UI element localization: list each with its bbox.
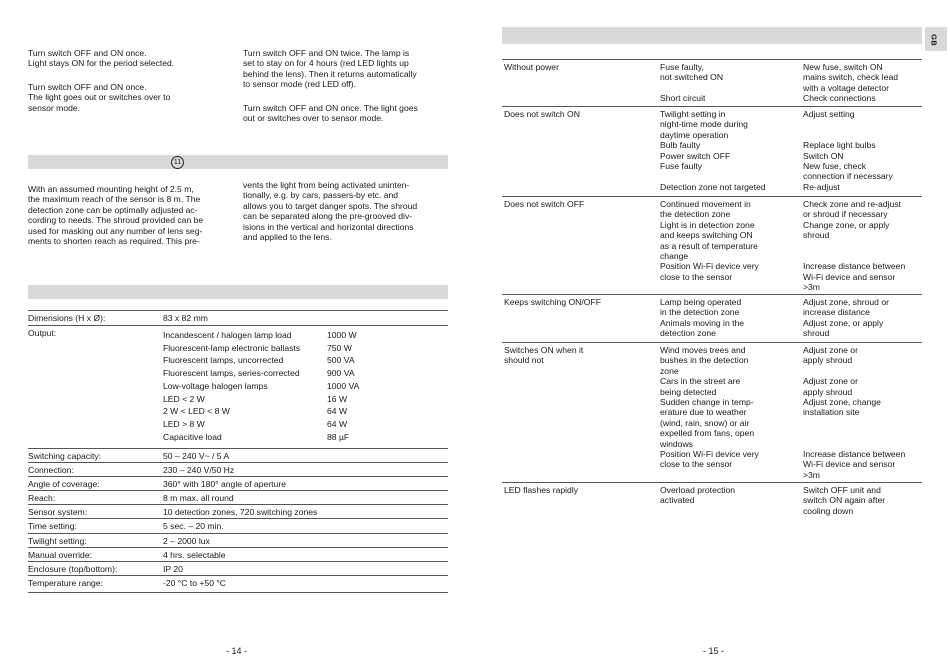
output-value: 64 W xyxy=(327,406,348,417)
language-tab xyxy=(925,27,947,51)
spec-label: Enclosure (top/bottom): xyxy=(28,564,118,574)
row-divider xyxy=(28,575,448,576)
row-divider xyxy=(28,592,448,593)
output-type: Capacitive load xyxy=(163,431,222,442)
row-divider xyxy=(502,342,922,343)
spec-label: Connection: xyxy=(28,465,74,475)
spec-value: 8 m max. all round xyxy=(163,493,234,503)
trouble-cause: Continued movement in the detection zone Light is in detection zone and keeps switching ON as a result of temperature change Position Wi-Fi device very close to the sensor xyxy=(660,199,759,282)
spec-value: 5 sec. – 20 min. xyxy=(163,521,224,531)
spec-label: Twilight setting: xyxy=(28,536,87,546)
trouble-cause: Overload protection activated xyxy=(660,485,735,506)
trouble-remedy: Check zone and re-adjust or shroud if necessary Change zone, or apply shroud Increase distance between Wi-Fi device and sensor >3m xyxy=(803,199,906,293)
reach-text-col1: With an assumed mounting height of 2.5 m, the maximum reach of the sensor is 8 m. The detection zone can be optimally adjusted ac- cording to needs. The shroud provided can be used for masking out any number of lens seg- ments to shorten reach as required. This pre- xyxy=(28,184,204,247)
spec-label: Sensor system: xyxy=(28,507,88,517)
output-type: LED > 8 W xyxy=(163,418,205,429)
output-value: 16 W xyxy=(327,393,348,404)
output-type: LED < 2 W xyxy=(163,393,205,404)
section-number-badge: 11 xyxy=(171,156,184,169)
technical-specs-header xyxy=(28,285,448,299)
row-divider xyxy=(28,533,448,534)
spec-value: 230 – 240 V/50 Hz xyxy=(163,465,235,475)
spec-label: Temperature range: xyxy=(28,578,103,588)
row-divider xyxy=(502,482,922,483)
row-divider xyxy=(28,518,448,519)
row-divider xyxy=(28,561,448,562)
trouble-problem: Does not switch ON xyxy=(504,109,580,119)
trouble-problem: Without power xyxy=(504,62,559,72)
troubleshooting-header xyxy=(502,27,922,44)
spec-label: Manual override: xyxy=(28,550,93,560)
row-divider xyxy=(502,59,922,60)
trouble-problem: Switches ON when it should not xyxy=(504,345,584,366)
trouble-cause: Fuse faulty, not switched ON Short circuit xyxy=(660,62,724,104)
spec-value: 83 x 82 mm xyxy=(163,313,208,323)
trouble-problem: Does not switch OFF xyxy=(504,199,585,209)
output-type: Fluorescent-lamp electronic ballasts xyxy=(163,342,301,353)
trouble-remedy: Adjust setting Replace light bulbs Switch ON New fuse, check connection if necessary Re-adjust xyxy=(803,109,893,192)
section-11-header xyxy=(28,155,448,169)
spec-value: 2 – 2000 lux xyxy=(163,536,210,546)
output-value: 88 µF xyxy=(327,431,350,442)
page-number-left: - 14 - xyxy=(226,646,248,656)
spec-value: 50 – 240 V~ / 5 A xyxy=(163,451,230,461)
output-value: 500 VA xyxy=(327,355,355,366)
output-type: Low-voltage halogen lamps xyxy=(163,380,268,391)
spec-label: Switching capacity: xyxy=(28,451,102,461)
row-divider xyxy=(28,476,448,477)
spec-label: Dimensions (H x Ø): xyxy=(28,313,106,323)
spec-value: 4 hrs. selectable xyxy=(163,550,226,560)
row-divider xyxy=(502,294,922,295)
spec-value: 10 detection zones, 720 switching zones xyxy=(163,507,318,517)
spec-value: -20 °C to +50 °C xyxy=(163,578,227,588)
trouble-problem: Keeps switching ON/OFF xyxy=(504,297,601,307)
output-value: 900 VA xyxy=(327,368,355,379)
row-divider xyxy=(28,504,448,505)
switch-instruction-2: Turn switch OFF and ON once. The light goes out or switches over to sensor mode. xyxy=(28,82,171,113)
trouble-problem: LED flashes rapidly xyxy=(504,485,579,495)
output-value: 750 W xyxy=(327,342,352,353)
row-divider xyxy=(502,106,922,107)
trouble-cause: Wind moves trees and bushes in the detection zone Cars in the street are being detected Sudden change in temp- erature due to weather (wind, rain, snow) or air expelled from fans, open windows Position Wi-Fi device very close to the sensor xyxy=(660,345,759,470)
output-type: Fluorescent lamps, uncorrected xyxy=(163,355,284,366)
output-value: 64 W xyxy=(327,418,348,429)
output-value: 1000 VA xyxy=(327,380,360,391)
row-divider xyxy=(28,490,448,491)
spec-value: IP 20 xyxy=(163,564,183,574)
spec-label: Angle of coverage: xyxy=(28,479,100,489)
spec-label: Reach: xyxy=(28,493,56,503)
trouble-remedy: Switch OFF unit and switch ON again after cooling down xyxy=(803,485,886,516)
row-divider xyxy=(28,448,448,449)
spec-value: 360° with 180° angle of aperture xyxy=(163,479,286,489)
trouble-cause: Lamp being operated in the detection zone Animals moving in the detection zone xyxy=(660,297,745,339)
output-type: Incandescent / halogen lamp load xyxy=(163,330,292,340)
switch-instruction-1: Turn switch OFF and ON once. Light stays ON for the period selected. xyxy=(28,48,175,69)
trouble-remedy: New fuse, switch ON mains switch, check lead with a voltage detector Check connections xyxy=(803,62,899,104)
trouble-cause: Twilight setting in night-time mode during daytime operation Bulb faulty Power switch OFF Fuse faulty Detection zone not targeted xyxy=(660,109,766,192)
row-divider xyxy=(502,196,922,197)
switch-instruction-4: Turn switch OFF and ON once. The light goes out or switches over to sensor mode. xyxy=(243,103,418,124)
row-divider xyxy=(28,547,448,548)
switch-instruction-3: Turn switch OFF and ON twice. The lamp is set to stay on for 4 hours (red LED lights up behind the lens). Then it returns automatically to sensor mode (red LED off). xyxy=(243,48,417,90)
reach-text-col2: vents the light from being activated uninten- tionally, e.g. by cars, passers-by etc. and allows you to target danger spots. The shroud can be separated along the pre-grooved div- isions in the vertical and horizontal directions and applied to the lens. xyxy=(243,180,418,243)
output-type: 2 W < LED < 8 W xyxy=(163,406,230,417)
output-type: Fluorescent lamps, series-corrected xyxy=(163,368,300,379)
spec-label: Time setting: xyxy=(28,521,77,531)
language-tab-label: GB xyxy=(929,34,939,47)
output-value: 1000 W xyxy=(327,330,357,340)
trouble-remedy: Adjust zone or apply shroud Adjust zone or apply shroud Adjust zone, change installation site Increase distance between Wi-Fi device and sensor >3m xyxy=(803,345,906,480)
page-number-right: - 15 - xyxy=(703,646,725,656)
row-divider xyxy=(28,462,448,463)
spec-label: Output: xyxy=(28,328,57,338)
trouble-remedy: Adjust zone, shroud or increase distance Adjust zone, or apply shroud xyxy=(803,297,889,339)
